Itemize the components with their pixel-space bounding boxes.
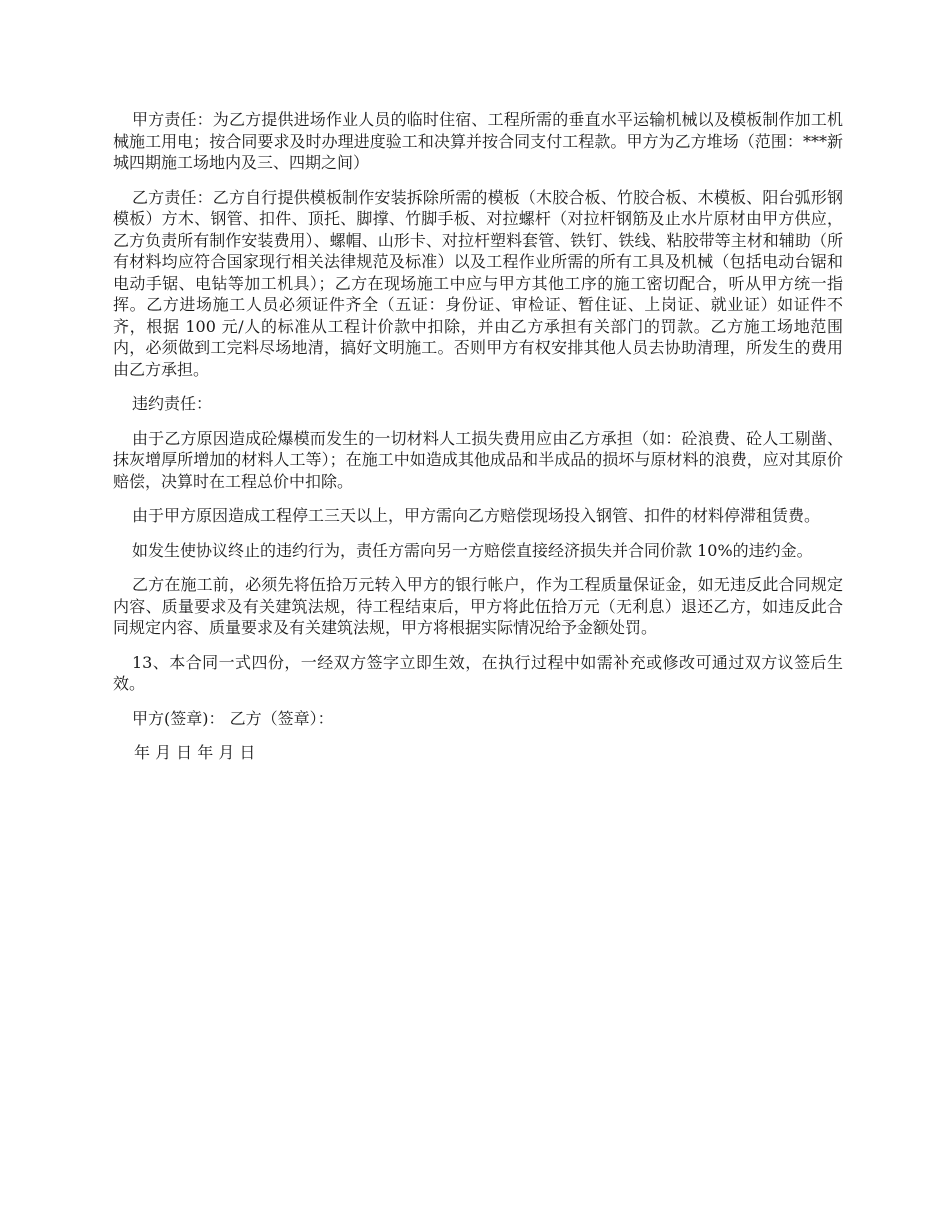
signature-line: 甲方(签章)： 乙方（签章）：	[132, 708, 334, 728]
breach-heading: 违约责任：	[132, 394, 213, 413]
party-b-responsibility: 乙方责任：乙方自行提供模板制作安装拆除所需的模板（木胶合板、竹胶合板、木模板、阳台弧形钢模板）方木、钢管、扣件、顶托、脚撑、竹脚手板、对拉螺杆（对拉杆钢筋及止水片原材由甲方供应，乙方负责所有制作安装费用）、螺帽、山形卡、对拉杆塑料套管、铁钉、铁线、粘胶带等主材和辅助（所有材料均应符合国家现行相关法律规范及标准）以及工程作业所需的所有工具及机械（包括电动台锯和电动手锯、电钻等加工机具）；乙方在现场施工中应与甲方其他工序的施工密切配合，听从甲方统一指挥。乙方进场施工人员必须证件齐全（五证：身份证、审检证、暂住证、上岗证、就业证）如证件不齐，根据 100 元/人的标准从工程计价款中扣除，并由乙方承担有关部门的罚款。乙方施工场地范围内，必须做到工完料尽场地清，搞好文明施工。否则甲方有权安排其他人员去协助清理，所发生的费用由乙方承担。	[113, 187, 843, 379]
breach-clause-termination: 如发生使协议终止的违约行为，责任方需向另一方赔偿直接经济损失并合同价款 10%的违约金。	[132, 540, 813, 560]
quality-deposit-clause: 乙方在施工前，必须先将伍拾万元转入甲方的银行帐户，作为工程质量保证金，如无违反此合同规定内容、质量要求及有关建筑法规，待工程结束后，甲方将此伍拾万元（无利息）退还乙方，如违反此合同规定内容、质量要求及有关建筑法规，甲方将根据实际情况给予金额处罚。	[113, 575, 843, 637]
copies-clause: 13、本合同一式四份，一经双方签字立即生效，在执行过程中如需补充或修改可通过双方议签后生效。	[113, 652, 843, 693]
breach-clause-party-a: 由于甲方原因造成工程停工三天以上，甲方需向乙方赔偿现场投入钢管、扣件的材料停滞租赁费。	[132, 506, 821, 525]
document-page	[113, 109, 843, 764]
breach-clause-party-b: 由于乙方原因造成砼爆模而发生的一切材料人工损失费用应由乙方承担（如：砼浪费、砼人工剔凿、抹灰增厚所增加的材料人工等）；在施工中如造成其他成品和半成品的损坏与原材料的浪费，应对其原价赔偿，决算时在工程总价中扣除。	[113, 428, 843, 491]
date-line: 年 月 日 年 月 日	[134, 743, 256, 762]
party-a-responsibility: 甲方责任：为乙方提供进场作业人员的临时住宿、工程所需的垂直水平运输机械以及模板制作加工机械施工用电；按合同要求及时办理进度验工和决算并按合同支付工程款。甲方为乙方堆场（范围：***新城四期施工场地内及三、四期之间）	[113, 110, 843, 172]
